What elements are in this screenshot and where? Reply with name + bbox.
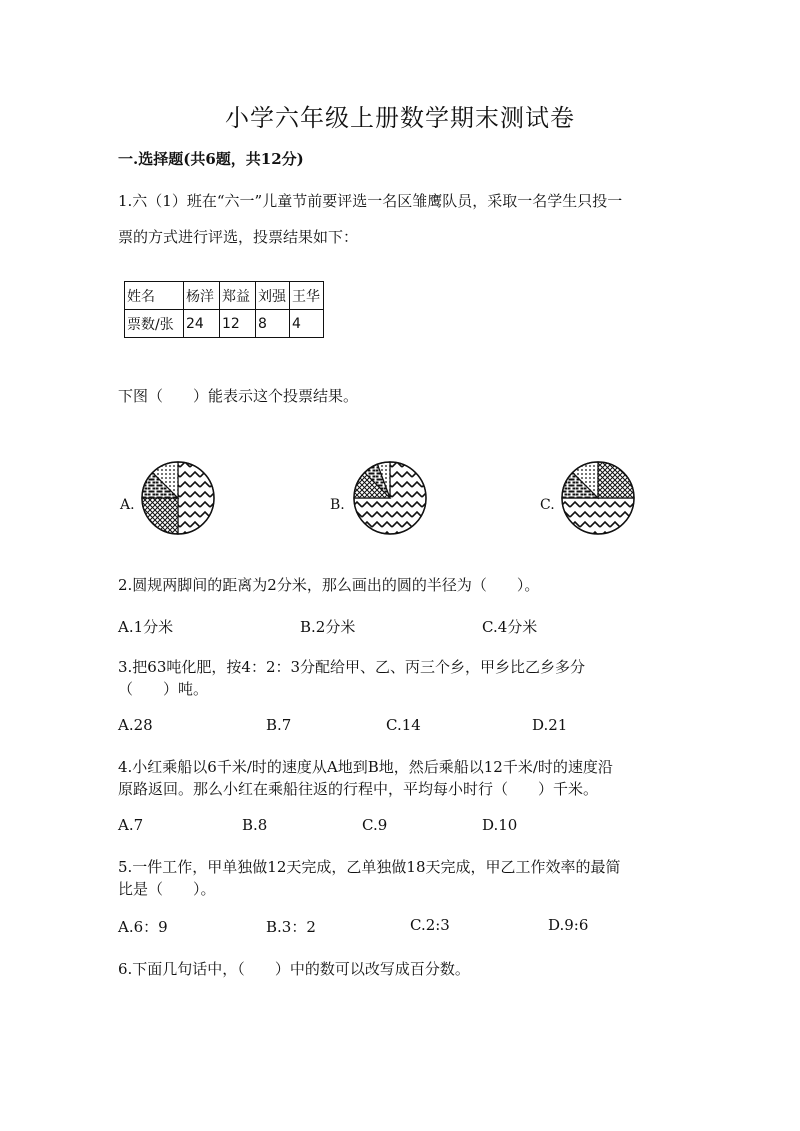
pie-slice-yangyang: [178, 462, 214, 534]
table-cell: 8: [256, 310, 290, 338]
pie-slice-yangyang: [562, 498, 634, 534]
table-cell: 杨洋: [184, 282, 220, 310]
question-3-line-2: （ ）吨。: [118, 680, 209, 698]
page-title: 小学六年级上册数学期末测试卷: [225, 104, 575, 132]
pie-chart-option-a[interactable]: [140, 460, 216, 536]
table-cell: 郑益: [220, 282, 256, 310]
pie-chart-option-c[interactable]: [560, 460, 636, 536]
question-5-line-1: 5.一件工作，甲单独做12天完成，乙单独做18天完成，甲乙工作效率的最简: [118, 858, 621, 876]
question-3-option-d[interactable]: D.21: [532, 716, 568, 734]
table-cell: 24: [184, 310, 220, 338]
question-4-line-2: 原路返回。那么小红在乘船往返的行程中，平均每小时行（ ）千米。: [118, 780, 599, 798]
question-5-option-c[interactable]: C.2:3: [410, 916, 450, 934]
question-4-option-a[interactable]: A.7: [118, 816, 144, 834]
question-4-option-c[interactable]: C.9: [362, 816, 388, 834]
option-b-label[interactable]: B.: [330, 497, 345, 513]
question-2-option-c[interactable]: C.4分米: [482, 618, 538, 636]
question-2-option-b[interactable]: B.2分米: [300, 618, 356, 636]
option-a-label[interactable]: A.: [120, 497, 135, 513]
table-cell: 刘强: [256, 282, 290, 310]
question-5-line-2: 比是（ ）。: [118, 880, 216, 898]
question-6-text: 6.下面几句话中，（ ）中的数可以改写成百分数。: [118, 960, 470, 978]
question-4-line-1: 4.小红乘船以6千米/时的速度从A地到B地，然后乘船以12千米/时的速度沿: [118, 758, 613, 776]
option-c-label[interactable]: C.: [540, 497, 555, 513]
table-cell: 票数/张: [125, 310, 184, 338]
table-cell: 4: [290, 310, 324, 338]
vote-table: [124, 281, 324, 338]
table-row: [125, 310, 324, 338]
question-5-option-d[interactable]: D.9:6: [548, 916, 589, 934]
question-2-text: 2.圆规两脚间的距离为2分米，那么画出的圆的半径为（ ）。: [118, 576, 540, 594]
table-cell: 12: [220, 310, 256, 338]
table-cell: 王华: [290, 282, 324, 310]
question-4-option-b[interactable]: B.8: [242, 816, 268, 834]
question-5-option-b[interactable]: B.3：2: [266, 918, 316, 936]
question-3-option-c[interactable]: C.14: [386, 716, 421, 734]
question-1-line-1: 1.六（1）班在“六一”儿童节前要评选一名区雏鹰队员，采取一名学生只投一: [118, 192, 623, 210]
section-heading: 一.选择题(共6题，共12分): [118, 150, 304, 168]
question-2-option-a[interactable]: A.1分米: [118, 618, 174, 636]
question-4-option-d[interactable]: D.10: [482, 816, 518, 834]
question-1-prompt: 下图（ ）能表示这个投票结果。: [118, 387, 359, 405]
pie-chart-option-b[interactable]: [352, 460, 428, 536]
question-5-option-a[interactable]: A.6：9: [118, 918, 168, 936]
question-1-line-2: 票的方式进行评选，投票结果如下：: [118, 228, 359, 246]
question-3-line-1: 3.把63吨化肥，按4：2：3分配给甲、乙、丙三个乡，甲乡比乙乡多分: [118, 658, 586, 676]
question-3-option-a[interactable]: A.28: [118, 716, 153, 734]
table-row: [125, 282, 324, 310]
table-cell: 姓名: [125, 282, 184, 310]
question-3-option-b[interactable]: B.7: [266, 716, 292, 734]
